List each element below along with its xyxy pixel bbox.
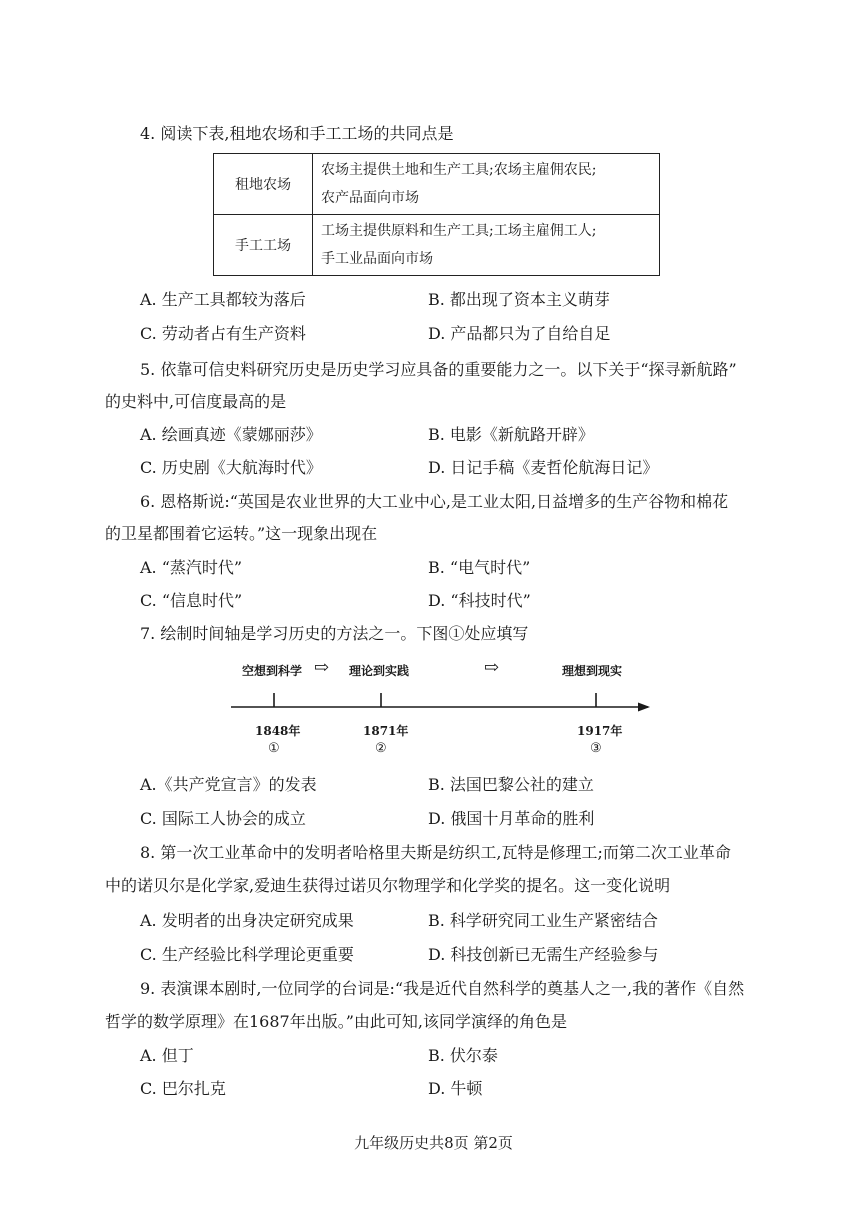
question-8-stem-line2: 中的诺贝尔是化学家,爱迪生获得过诺贝尔物理学和化学奖的提名。这一变化说明 <box>105 876 671 895</box>
question-6-stem-line1: 6. 恩格斯说:“英国是农业世界的大工业中心,是工业太阳,日益增多的生产谷物和棉花 <box>140 492 729 511</box>
option-a[interactable]: A. “蒸汽时代” <box>140 558 243 577</box>
option-b[interactable]: B. 法国巴黎公社的建立 <box>428 775 594 794</box>
table-row <box>214 154 660 215</box>
question-5-stem-line1: 5. 依靠可信史料研究历史是历史学习应具备的重要能力之一。以下关于“探寻新航路” <box>140 360 737 379</box>
question-6-stem-line2: 的卫星都围着它运转。”这一现象出现在 <box>105 524 378 543</box>
table-cell-name: 手工工场 <box>214 215 313 276</box>
arrow-right-icon: ⇨ <box>314 657 330 678</box>
table-cell-line: 工场主提供原料和生产工具;工场主雇佣工人; <box>321 223 597 239</box>
timeline-label-2: 理论到实践 <box>349 664 410 678</box>
table-cell-line: 手工业品面向市场 <box>321 251 433 267</box>
question-7-stem: 7. 绘制时间轴是学习历史的方法之一。下图①处应填写 <box>140 624 529 643</box>
table-row <box>214 215 660 276</box>
option-b[interactable]: B. 电影《新航路开辟》 <box>428 425 594 444</box>
option-d[interactable]: D. 产品都只为了自给自足 <box>428 324 611 343</box>
timeline-label-3: 理想到现实 <box>562 664 623 678</box>
option-d[interactable]: D. “科技时代” <box>428 591 531 610</box>
table-cell-line: 农场主提供土地和生产工具;农场主雇佣农民; <box>321 162 597 178</box>
table-cell-desc <box>313 215 660 276</box>
option-b[interactable]: B. 都出现了资本主义萌芽 <box>428 290 610 309</box>
timeline-year: 1917年 <box>577 724 623 738</box>
option-c[interactable]: C. “信息时代” <box>140 591 243 610</box>
option-c[interactable]: C. 生产经验比科学理论更重要 <box>140 945 354 964</box>
option-b[interactable]: B. 伏尔泰 <box>428 1046 498 1065</box>
question-8-stem-line1: 8. 第一次工业革命中的发明者哈格里夫斯是纺织工,瓦特是修理工;而第二次工业革命 <box>140 843 731 862</box>
option-d[interactable]: D. 俄国十月革命的胜利 <box>428 809 595 828</box>
option-c[interactable]: C. 巴尔扎克 <box>140 1079 226 1098</box>
timeline-year: 1871年 <box>363 724 409 738</box>
page-footer: 九年级历史共8页 第2页 <box>354 1134 513 1152</box>
arrow-right-icon: ⇨ <box>484 657 500 678</box>
table-cell-desc <box>313 154 660 215</box>
option-d[interactable]: D. 日记手稿《麦哲伦航海日记》 <box>428 458 659 477</box>
timeline-label-1: 空想到科学 <box>242 664 303 678</box>
option-c[interactable]: C. 历史剧《大航海时代》 <box>140 458 322 477</box>
question-9-stem-line2: 哲学的数学原理》在1687年出版。”由此可知,该同学演绎的角色是 <box>105 1012 567 1031</box>
option-a[interactable]: A.《共产党宣言》的发表 <box>140 775 317 794</box>
option-a[interactable]: A. 发明者的出身决定研究成果 <box>140 911 354 930</box>
question-4-stem: 4. 阅读下表,租地农场和手工工场的共同点是 <box>140 124 454 143</box>
option-d[interactable]: D. 科技创新已无需生产经验参与 <box>428 945 659 964</box>
question-5-stem-line2: 的史料中,可信度最高的是 <box>105 392 287 411</box>
timeline-marker: ① <box>268 741 280 756</box>
timeline-arrowhead <box>638 703 650 712</box>
option-a[interactable]: A. 绘画真迹《蒙娜丽莎》 <box>140 425 322 444</box>
timeline-axis <box>228 688 658 718</box>
table-cell-line: 农产品面向市场 <box>321 190 419 206</box>
table-cell-name: 租地农场 <box>214 154 313 215</box>
timeline-year: 1848年 <box>255 724 301 738</box>
comparison-table <box>213 153 660 276</box>
option-a[interactable]: A. 生产工具都较为落后 <box>140 290 306 309</box>
timeline-marker: ② <box>375 741 387 756</box>
option-d[interactable]: D. 牛顿 <box>428 1079 483 1098</box>
timeline-marker: ③ <box>590 741 602 756</box>
option-c[interactable]: C. 劳动者占有生产资料 <box>140 324 306 343</box>
question-9-stem-line1: 9. 表演课本剧时,一位同学的台词是:“我是近代自然科学的奠基人之一,我的著作《自然 <box>140 979 745 998</box>
option-b[interactable]: B. 科学研究同工业生产紧密结合 <box>428 911 658 930</box>
option-a[interactable]: A. 但丁 <box>140 1046 194 1065</box>
option-c[interactable]: C. 国际工人协会的成立 <box>140 809 306 828</box>
option-b[interactable]: B. “电气时代” <box>428 558 531 577</box>
